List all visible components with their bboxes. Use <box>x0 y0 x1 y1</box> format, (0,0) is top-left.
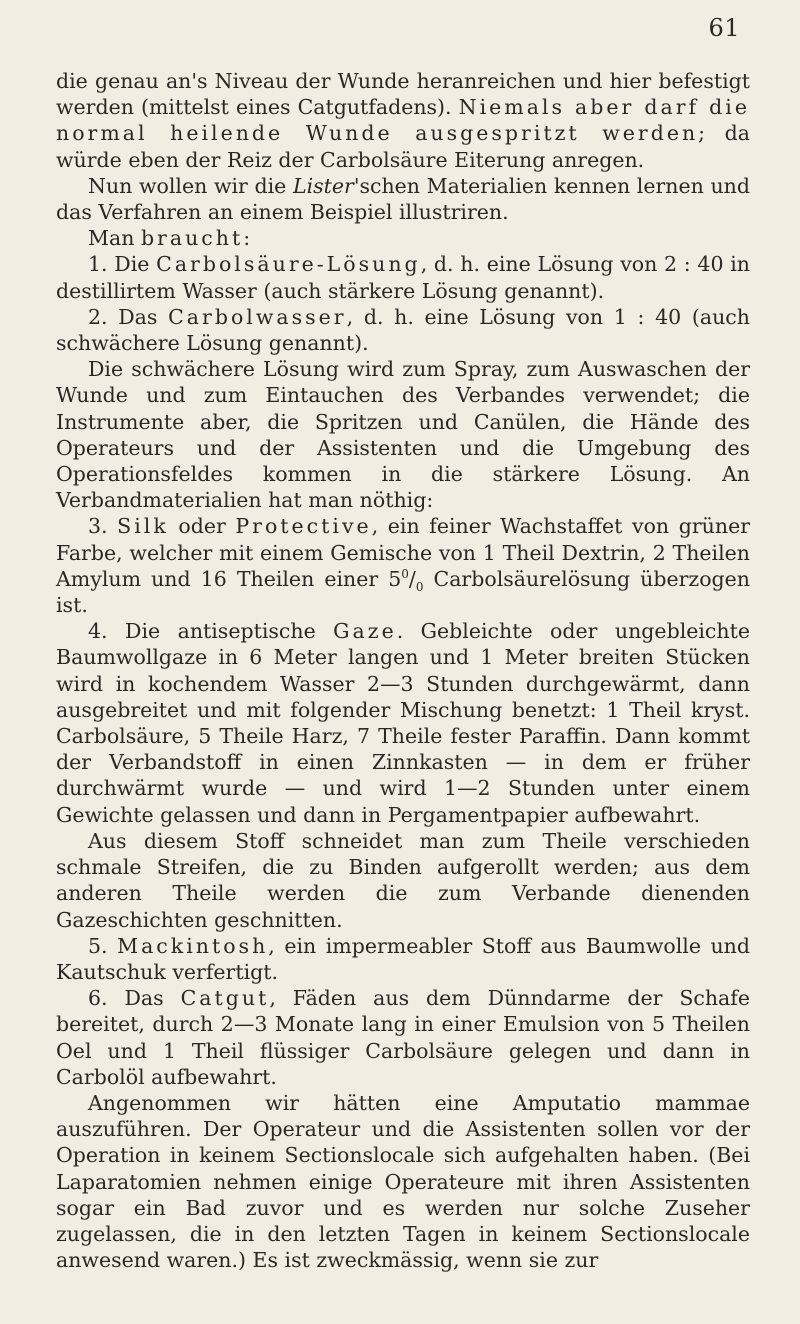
percent-sub: 0 <box>415 579 424 594</box>
text-run: ; da würde eben der Reiz der Carbolsäure Eiterung anregen. <box>56 121 750 172</box>
text-run: 3. <box>88 514 118 539</box>
emphasized-text: Carbolsäure-Lösung <box>156 252 421 277</box>
list-item-4 <box>56 618 750 828</box>
text-run: 'schen Materialien kennen lernen und das Verfahren an einem Beispiel illustriren. <box>56 173 750 225</box>
text-run: , ein impermeabler Stoff aus Baumwolle und Kautschuk verfertigt. <box>56 933 751 984</box>
emphasized-text: Silk <box>117 514 169 539</box>
emphasized-text: Catgut <box>180 986 270 1011</box>
list-item-2 <box>56 304 750 356</box>
text-run: : <box>243 226 251 251</box>
emphasized-text: Niemals aber darf die normal heilende Wunde ausgespritzt werden <box>56 95 750 146</box>
list-item-5 <box>56 933 750 985</box>
paragraph-solutions: Die schwächere Lösung wird zum Spray, zum Auswaschen der Wunde und zum Eintauchen des Verbandes verwendet; die Instrumente aber, die Spritzen und Canülen, die Hände des Operateurs und der Assistenten und die Umgebung des Operationsfeldes kommen in die stärkere Lösung. An Verbandmaterialien hat man nöthig: <box>56 357 750 513</box>
percent-slash: / <box>408 566 416 591</box>
paragraph-amputation: Angenommen wir hätten eine Amputatio mammae auszuführen. Der Operateur und die Assistenten sollen vor der Operation in keinem Sectionslocale sich aufgehalten haben. (Bei Laparatomien nehmen einige Operateure mit ihren Assistenten sogar ein Bad zuvor und es werden nur solche Zuseher zugelassen, die in den letzten Tagen in keinem Sectionslocale anwesend waren.) Es ist zweckmässig, wenn sie zur <box>56 1090 750 1273</box>
page-number: 61 <box>708 14 740 42</box>
text-run: 4. Die antiseptische <box>88 619 334 644</box>
text-run: 6. Das <box>88 986 181 1011</box>
text-run: 5. <box>88 933 118 958</box>
text-run: 1. Die <box>88 252 157 277</box>
emphasized-text: Gaze <box>333 619 397 644</box>
text-run: . Gebleichte oder ungebleichte Baumwollgaze in 6 Meter langen und 1 Meter breiten Stücken wird in kochendem Wasser 2—3 Stunden durchgewärmt, dann ausgebreitet und mit folgender Mischung benetzt: 1 Theil kryst. Carbolsäure, 5 Theile Harz, 7 Theile fester Paraffin. Dann kommt der Verbandstoff in einen Zinnkasten — in dem er früher durchwärmt wurde — und wird 1—2 Stunden unter einem Gewichte gelassen und dann in Pergamentpapier aufbewahrt. <box>56 619 750 827</box>
list-item-3 <box>56 513 750 618</box>
paragraph-1 <box>56 68 750 173</box>
paragraph-3 <box>56 225 750 251</box>
emphasized-text: braucht <box>140 226 244 251</box>
list-item-1 <box>56 251 750 303</box>
text-run: , d. h. eine Lösung von 2 : 40 in destillirtem Wasser (auch stärkere Lösung genannt). <box>56 252 750 303</box>
paragraph-2 <box>56 173 750 225</box>
text-run: oder <box>168 514 236 539</box>
text-run: 2. Das <box>88 304 169 329</box>
text-run: Carbolsäurelösung überzogen ist. <box>56 566 750 618</box>
emphasized-text: Protective <box>235 514 372 539</box>
text-run: Man <box>88 226 141 251</box>
body-text <box>56 68 750 1273</box>
emphasized-text: Carbolwasser <box>168 304 347 329</box>
author-name: Lister <box>292 173 354 198</box>
text-run: , Fäden aus dem Dünndarme der Schafe bereitet, durch 2—3 Monate lang in einer Emulsion von 5 Theilen Oel und 1 Theil flüssiger Carbolsäure gelegen und dann in Carbolöl aufbewahrt. <box>56 986 750 1089</box>
text-run: , d. h. eine Lösung von 1 : 40 (auch schwächere Lösung genannt). <box>56 304 750 356</box>
percent-sup: 0 <box>401 567 409 582</box>
text-run: Nun wollen wir die <box>88 173 293 198</box>
list-item-6 <box>56 985 750 1090</box>
text-run: die genau an's Niveau der Wunde heranreichen und hier befestigt werden (mittelst eines Catgutfadens). <box>56 69 750 120</box>
emphasized-text: Mackintosh <box>117 933 269 958</box>
text-run: , ein feiner Wachstaffet von grüner Farbe, welcher mit einem Gemische von 1 Theil Dextrin, 2 Theilen Amylum und 16 Theilen einer 5 <box>56 514 750 591</box>
paragraph-gauze-cutting: Aus diesem Stoff schneidet man zum Theile verschieden schmale Streifen, die zu Binden aufgerollt werden; aus dem anderen Theile werden die zum Verbande dienenden Gazeschichten geschnitten. <box>56 828 750 932</box>
